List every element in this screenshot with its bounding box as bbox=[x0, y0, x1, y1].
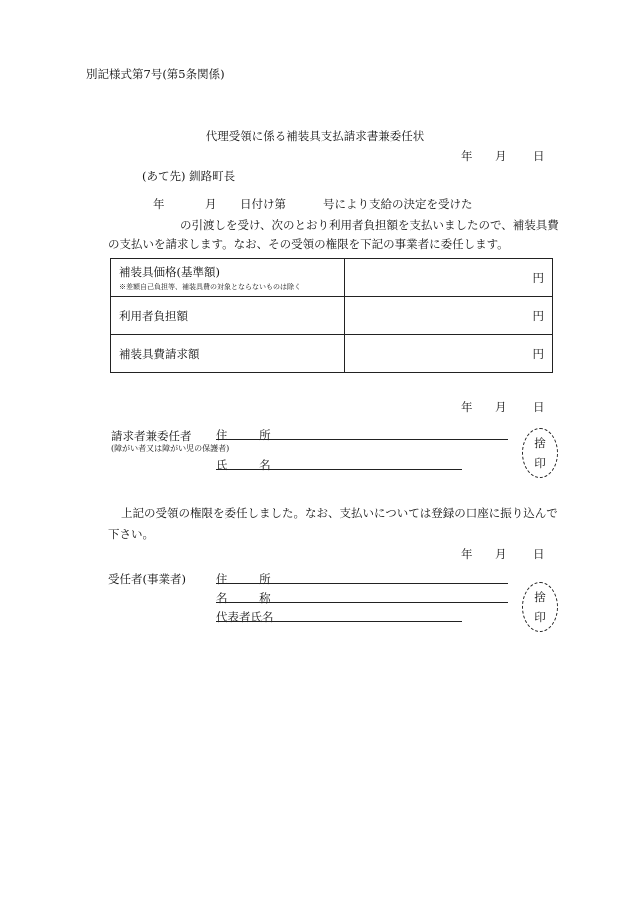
table-row bbox=[111, 335, 553, 373]
claimant-title: 請求者兼委任者 bbox=[111, 429, 192, 443]
claimant-name-label: 氏 名 bbox=[216, 458, 285, 472]
price-label: 補装具価格(基準額) bbox=[119, 264, 220, 279]
price-note: ※差額自己負担等、補装具費の対象とならないものは除く bbox=[119, 282, 301, 291]
seal-char: 捨 bbox=[534, 436, 546, 450]
claimant-subtitle: (障がい者又は障がい児の保護者) bbox=[111, 444, 230, 453]
yen-unit: 円 bbox=[532, 270, 544, 285]
form-number: 別記様式第7号(第5条関係) bbox=[86, 67, 225, 81]
recipient-rep-label: 代表者氏名 bbox=[216, 610, 274, 624]
user-burden-value-cell[interactable] bbox=[345, 297, 553, 335]
date-month: 月 bbox=[495, 400, 507, 414]
date-day: 日 bbox=[533, 400, 545, 414]
date-day: 日 bbox=[533, 149, 545, 163]
seal-char: 捨 bbox=[534, 590, 546, 604]
delegation-line-2: 下さい。 bbox=[108, 527, 154, 541]
recipient-name-field[interactable] bbox=[216, 602, 508, 603]
yen-unit: 円 bbox=[532, 308, 544, 323]
intro-line-2: の引渡しを受け、次のとおり利用者負担額を支払いましたので、補装具費 bbox=[180, 218, 559, 232]
recipient-seal bbox=[522, 582, 558, 632]
recipient-title: 受任者(事業者) bbox=[108, 572, 186, 586]
date-line-top bbox=[461, 148, 545, 164]
seal-char: 印 bbox=[534, 456, 546, 470]
recipient-address-label: 住 所 bbox=[216, 572, 285, 586]
claimant-name-field[interactable] bbox=[216, 469, 462, 470]
document-title: 代理受領に係る補装具支払請求書兼委任状 bbox=[205, 129, 425, 143]
intro-decision: 号により支給の決定を受けた bbox=[323, 197, 473, 211]
addressee: (あて先) 釧路町長 bbox=[142, 169, 236, 183]
date-day: 日 bbox=[533, 547, 545, 561]
date-year: 年 bbox=[461, 547, 473, 561]
date-month: 月 bbox=[495, 149, 507, 163]
delegation-line-1: 上記の受領の権限を委任しました。なお、支払いについては登録の口座に振り込んで bbox=[121, 506, 558, 520]
date-month: 月 bbox=[495, 547, 507, 561]
claimant-seal bbox=[522, 428, 558, 478]
table-row bbox=[111, 297, 553, 335]
row-label bbox=[111, 259, 345, 297]
intro-month: 月 bbox=[205, 197, 217, 211]
date-line-claim bbox=[461, 399, 545, 415]
recipient-rep-field[interactable] bbox=[216, 621, 462, 622]
intro-day-ref: 日付け第 bbox=[240, 197, 286, 211]
date-year: 年 bbox=[461, 400, 473, 414]
price-value-cell[interactable] bbox=[345, 259, 553, 297]
table-row bbox=[111, 259, 553, 297]
claim-amount-label: 補装具費請求額 bbox=[119, 346, 200, 361]
claimant-address-field[interactable] bbox=[216, 439, 508, 440]
amounts-table bbox=[110, 258, 553, 373]
yen-unit: 円 bbox=[532, 346, 544, 361]
claim-amount-value-cell[interactable] bbox=[345, 335, 553, 373]
recipient-name-label: 名 称 bbox=[216, 591, 285, 605]
intro-year: 年 bbox=[153, 197, 165, 211]
recipient-address-field[interactable] bbox=[216, 583, 508, 584]
row-label bbox=[111, 335, 345, 373]
seal-char: 印 bbox=[534, 610, 546, 624]
intro-line-3: の支払いを請求します。なお、その受領の権限を下記の事業者に委任します。 bbox=[108, 237, 509, 251]
row-label bbox=[111, 297, 345, 335]
claimant-address-label: 住 所 bbox=[216, 428, 285, 442]
date-year: 年 bbox=[461, 149, 473, 163]
date-line-recipient bbox=[461, 546, 545, 562]
user-burden-label: 利用者負担額 bbox=[119, 308, 188, 323]
